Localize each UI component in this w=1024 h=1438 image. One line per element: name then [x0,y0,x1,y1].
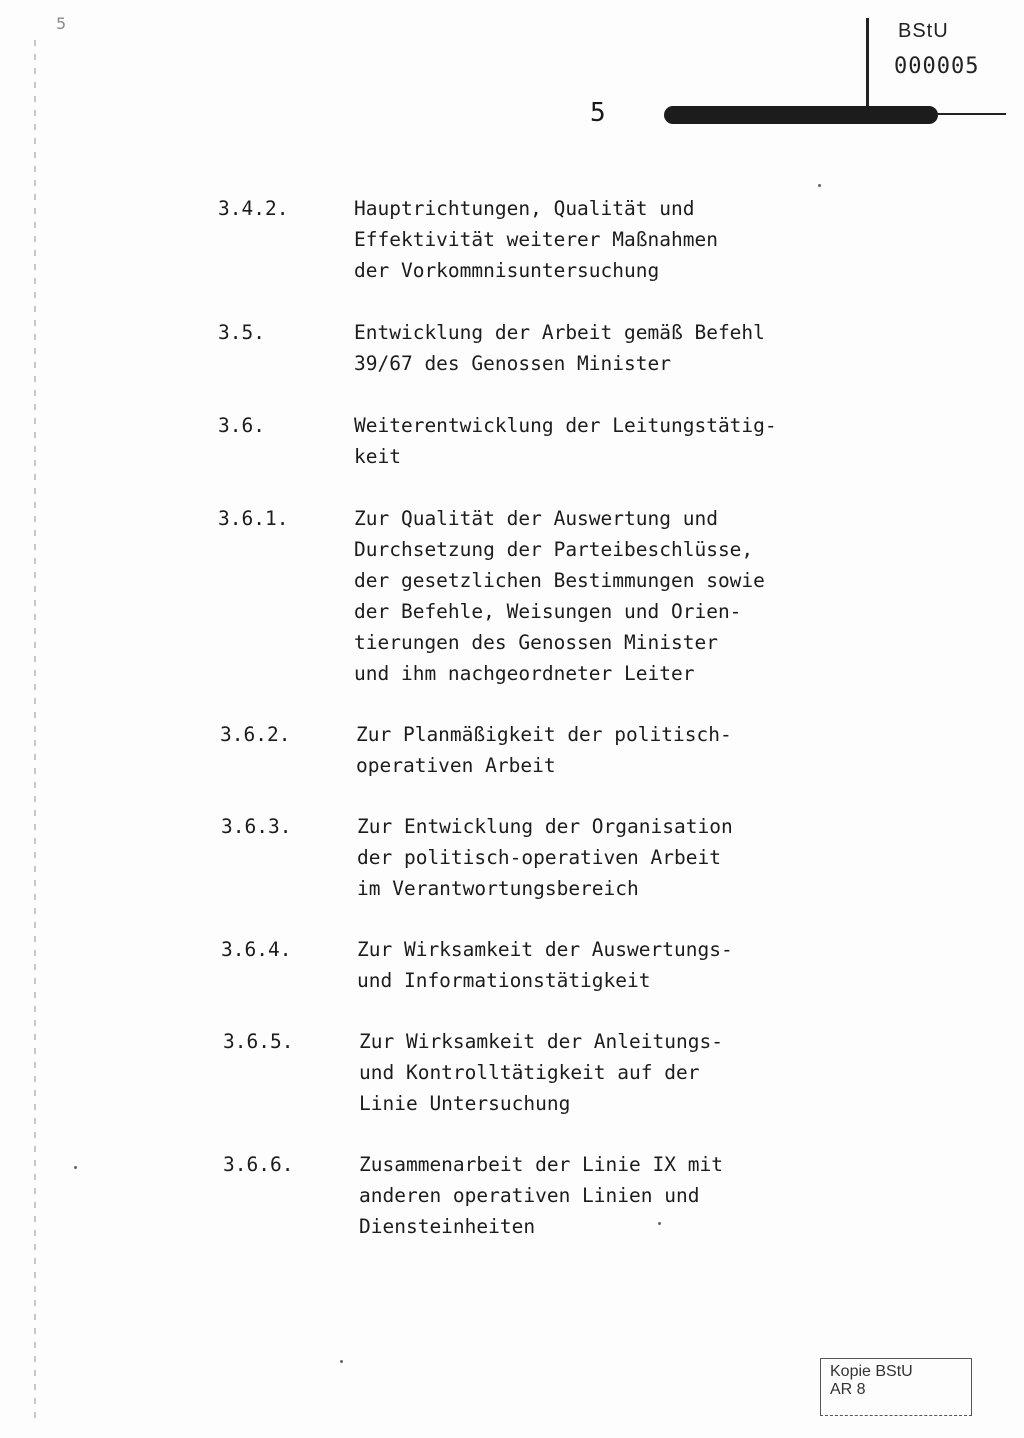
toc-entry-line: im Verantwortungsbereich [357,877,639,900]
scan-speck [658,1222,661,1225]
toc-entry-number: 3.4.2. [218,197,289,220]
toc-entry-number: 3.6.3. [221,815,292,838]
toc-entry-number: 3.6.6. [223,1153,294,1176]
toc-entry-title [354,503,765,689]
stamp-line: Kopie BStU [830,1363,913,1380]
toc-entry-title [359,1149,723,1242]
toc-entry-line: Hauptrichtungen, Qualität und [354,197,695,220]
toc-entry-line: tierungen des Genossen Minister [354,631,718,654]
scan-speck [818,184,821,187]
toc-entry-number: 3.6.4. [221,938,292,961]
toc-entry-line: keit [354,445,401,468]
toc-entry-title [357,811,733,904]
toc-entry-line: Zusammenarbeit der Linie IX mit [359,1153,723,1176]
toc-entry-line: Zur Entwicklung der Organisation [357,815,733,838]
toc-entry-line: Durchsetzung der Parteibeschlüsse, [354,538,754,561]
toc-entry-number: 3.6.1. [218,507,289,530]
toc-entry-line: Zur Wirksamkeit der Auswertungs- [357,938,733,961]
toc-entry-number: 3.6.2. [220,723,291,746]
toc-entry-line: Entwicklung der Arbeit gemäß Befehl [354,321,765,344]
toc-entry-title [357,934,733,996]
archive-label: BStU [898,20,949,42]
toc-entry-line: Effektivität weiterer Maßnahmen [354,228,718,251]
toc-entry-line: Zur Qualität der Auswertung und [354,507,718,530]
toc-entry-line: und Kontrolltätigkeit auf der [359,1061,700,1084]
stamp-line: AR 8 [830,1381,866,1398]
toc-entry-line: und ihm nachgeordneter Leiter [354,662,695,685]
toc-entry-title [354,317,765,379]
toc-entry-line: der gesetzlichen Bestimmungen sowie [354,569,765,592]
scan-speck [340,1360,343,1363]
corner-page-mark: 5 [56,14,67,33]
page-number: 5 [590,98,606,128]
scan-speck [74,1166,77,1169]
toc-entry-number: 3.5. [218,321,265,344]
archive-copy-stamp [820,1358,972,1416]
toc-entry-number: 3.6. [218,414,265,437]
toc-entry-line: 39/67 des Genossen Minister [354,352,671,375]
toc-entry-line: Zur Planmäßigkeit der politisch- [356,723,732,746]
toc-entry-line: Diensteinheiten [359,1215,536,1238]
toc-entry-line: Linie Untersuchung [359,1092,571,1115]
toc-entry-line: der Befehle, Weisungen und Orien- [354,600,742,623]
toc-entry-line: anderen operativen Linien und [359,1184,700,1207]
archive-number: 000005 [894,54,980,79]
toc-entry-title [356,719,732,781]
toc-entry-line: der Vorkommnisuntersuchung [354,259,660,282]
toc-entry-line: Zur Wirksamkeit der Anleitungs- [359,1030,723,1053]
toc-entry-title [354,410,777,472]
toc-entry-number: 3.6.5. [223,1030,294,1053]
toc-entry-title [354,193,718,286]
toc-entry-title [359,1026,723,1119]
toc-entry-line: der politisch-operativen Arbeit [357,846,721,869]
toc-entry-line: operativen Arbeit [356,754,556,777]
toc-entry-line: und Informationstätigkeit [357,969,651,992]
toc-entry-line: Weiterentwicklung der Leitungstätig- [354,414,777,437]
